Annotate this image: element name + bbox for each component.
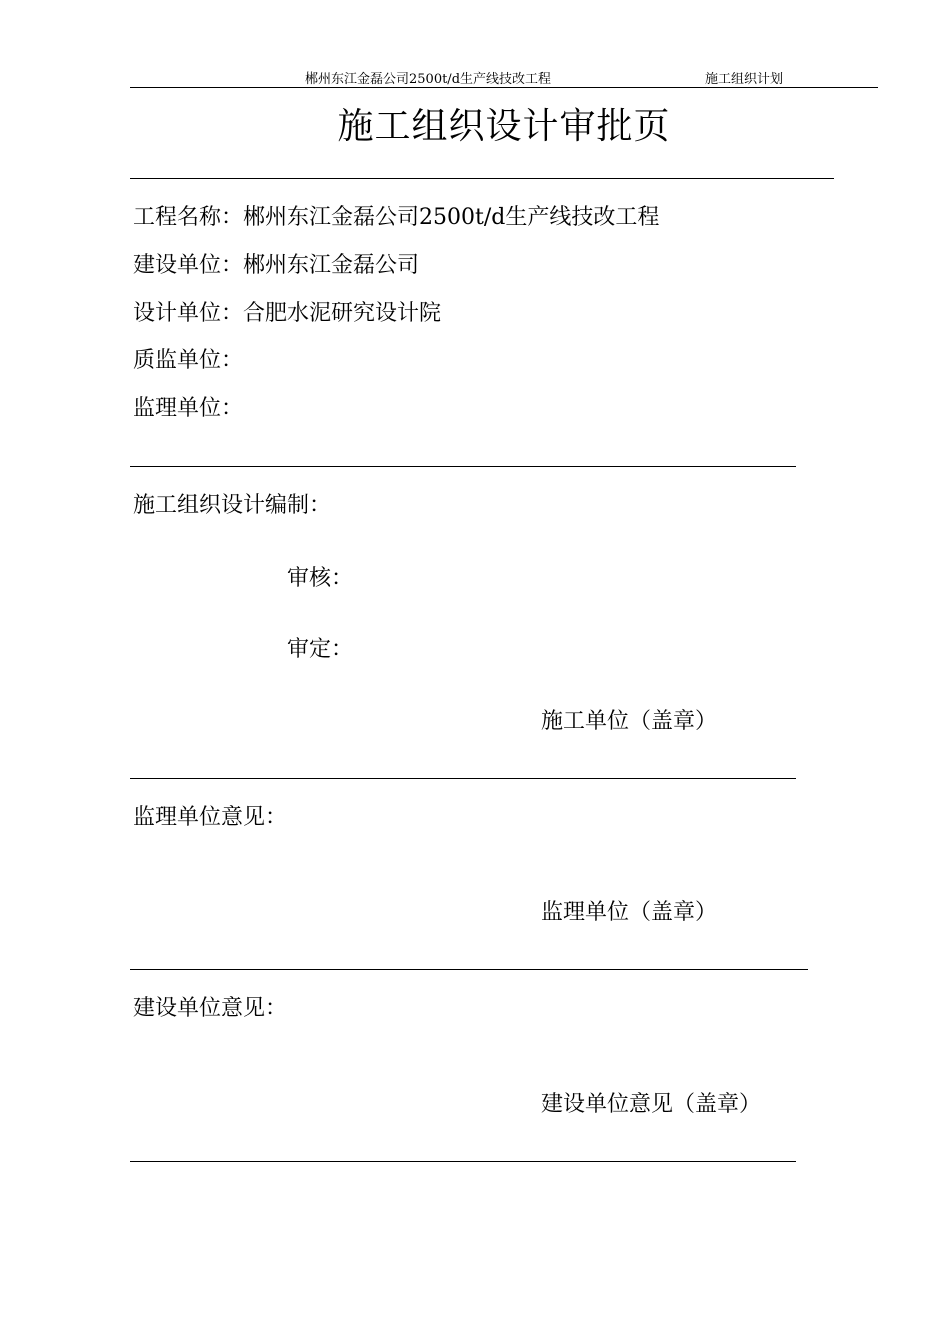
info-quality-supervision bbox=[133, 343, 243, 374]
owner-divider bbox=[130, 1161, 796, 1162]
info-supervisor bbox=[133, 391, 243, 422]
info-label: 工程名称： bbox=[133, 205, 244, 230]
info-value: 合肥水泥研究设计院 bbox=[243, 301, 442, 326]
header-divider bbox=[130, 87, 878, 88]
owner-opinion-label: 建设单位意见： bbox=[133, 996, 288, 1021]
owner-stamp: 建设单位意见（盖章） bbox=[541, 1092, 762, 1117]
info-label: 质监单位： bbox=[133, 348, 244, 373]
title-divider bbox=[130, 178, 834, 179]
info-label: 建设单位： bbox=[133, 253, 244, 278]
info-value: 郴州东江金磊公司2500t/d生产线技改工程 bbox=[243, 205, 660, 230]
supervisor-opinion-label: 监理单位意见： bbox=[133, 805, 288, 830]
page-title: 施工组织设计审批页 bbox=[337, 106, 671, 147]
info-owner bbox=[133, 248, 419, 279]
supervisor-stamp: 监理单位（盖章） bbox=[541, 900, 718, 925]
compile-label: 施工组织设计编制： bbox=[133, 493, 332, 518]
review-label: 审核： bbox=[287, 566, 354, 591]
info-divider bbox=[130, 466, 796, 467]
supervisor-divider bbox=[130, 969, 808, 970]
contractor-stamp: 施工单位（盖章） bbox=[541, 709, 718, 734]
info-project-name bbox=[133, 200, 659, 231]
approve-label: 审定： bbox=[287, 637, 354, 662]
header-project: 郴州东江金磊公司2500t/d生产线技改工程 bbox=[305, 72, 552, 87]
info-value: 郴州东江金磊公司 bbox=[243, 253, 420, 278]
compile-divider bbox=[130, 778, 796, 779]
header-section: 施工组织计划 bbox=[705, 72, 784, 87]
info-label: 设计单位： bbox=[133, 301, 244, 326]
info-label: 监理单位： bbox=[133, 396, 244, 421]
info-designer bbox=[133, 296, 441, 327]
